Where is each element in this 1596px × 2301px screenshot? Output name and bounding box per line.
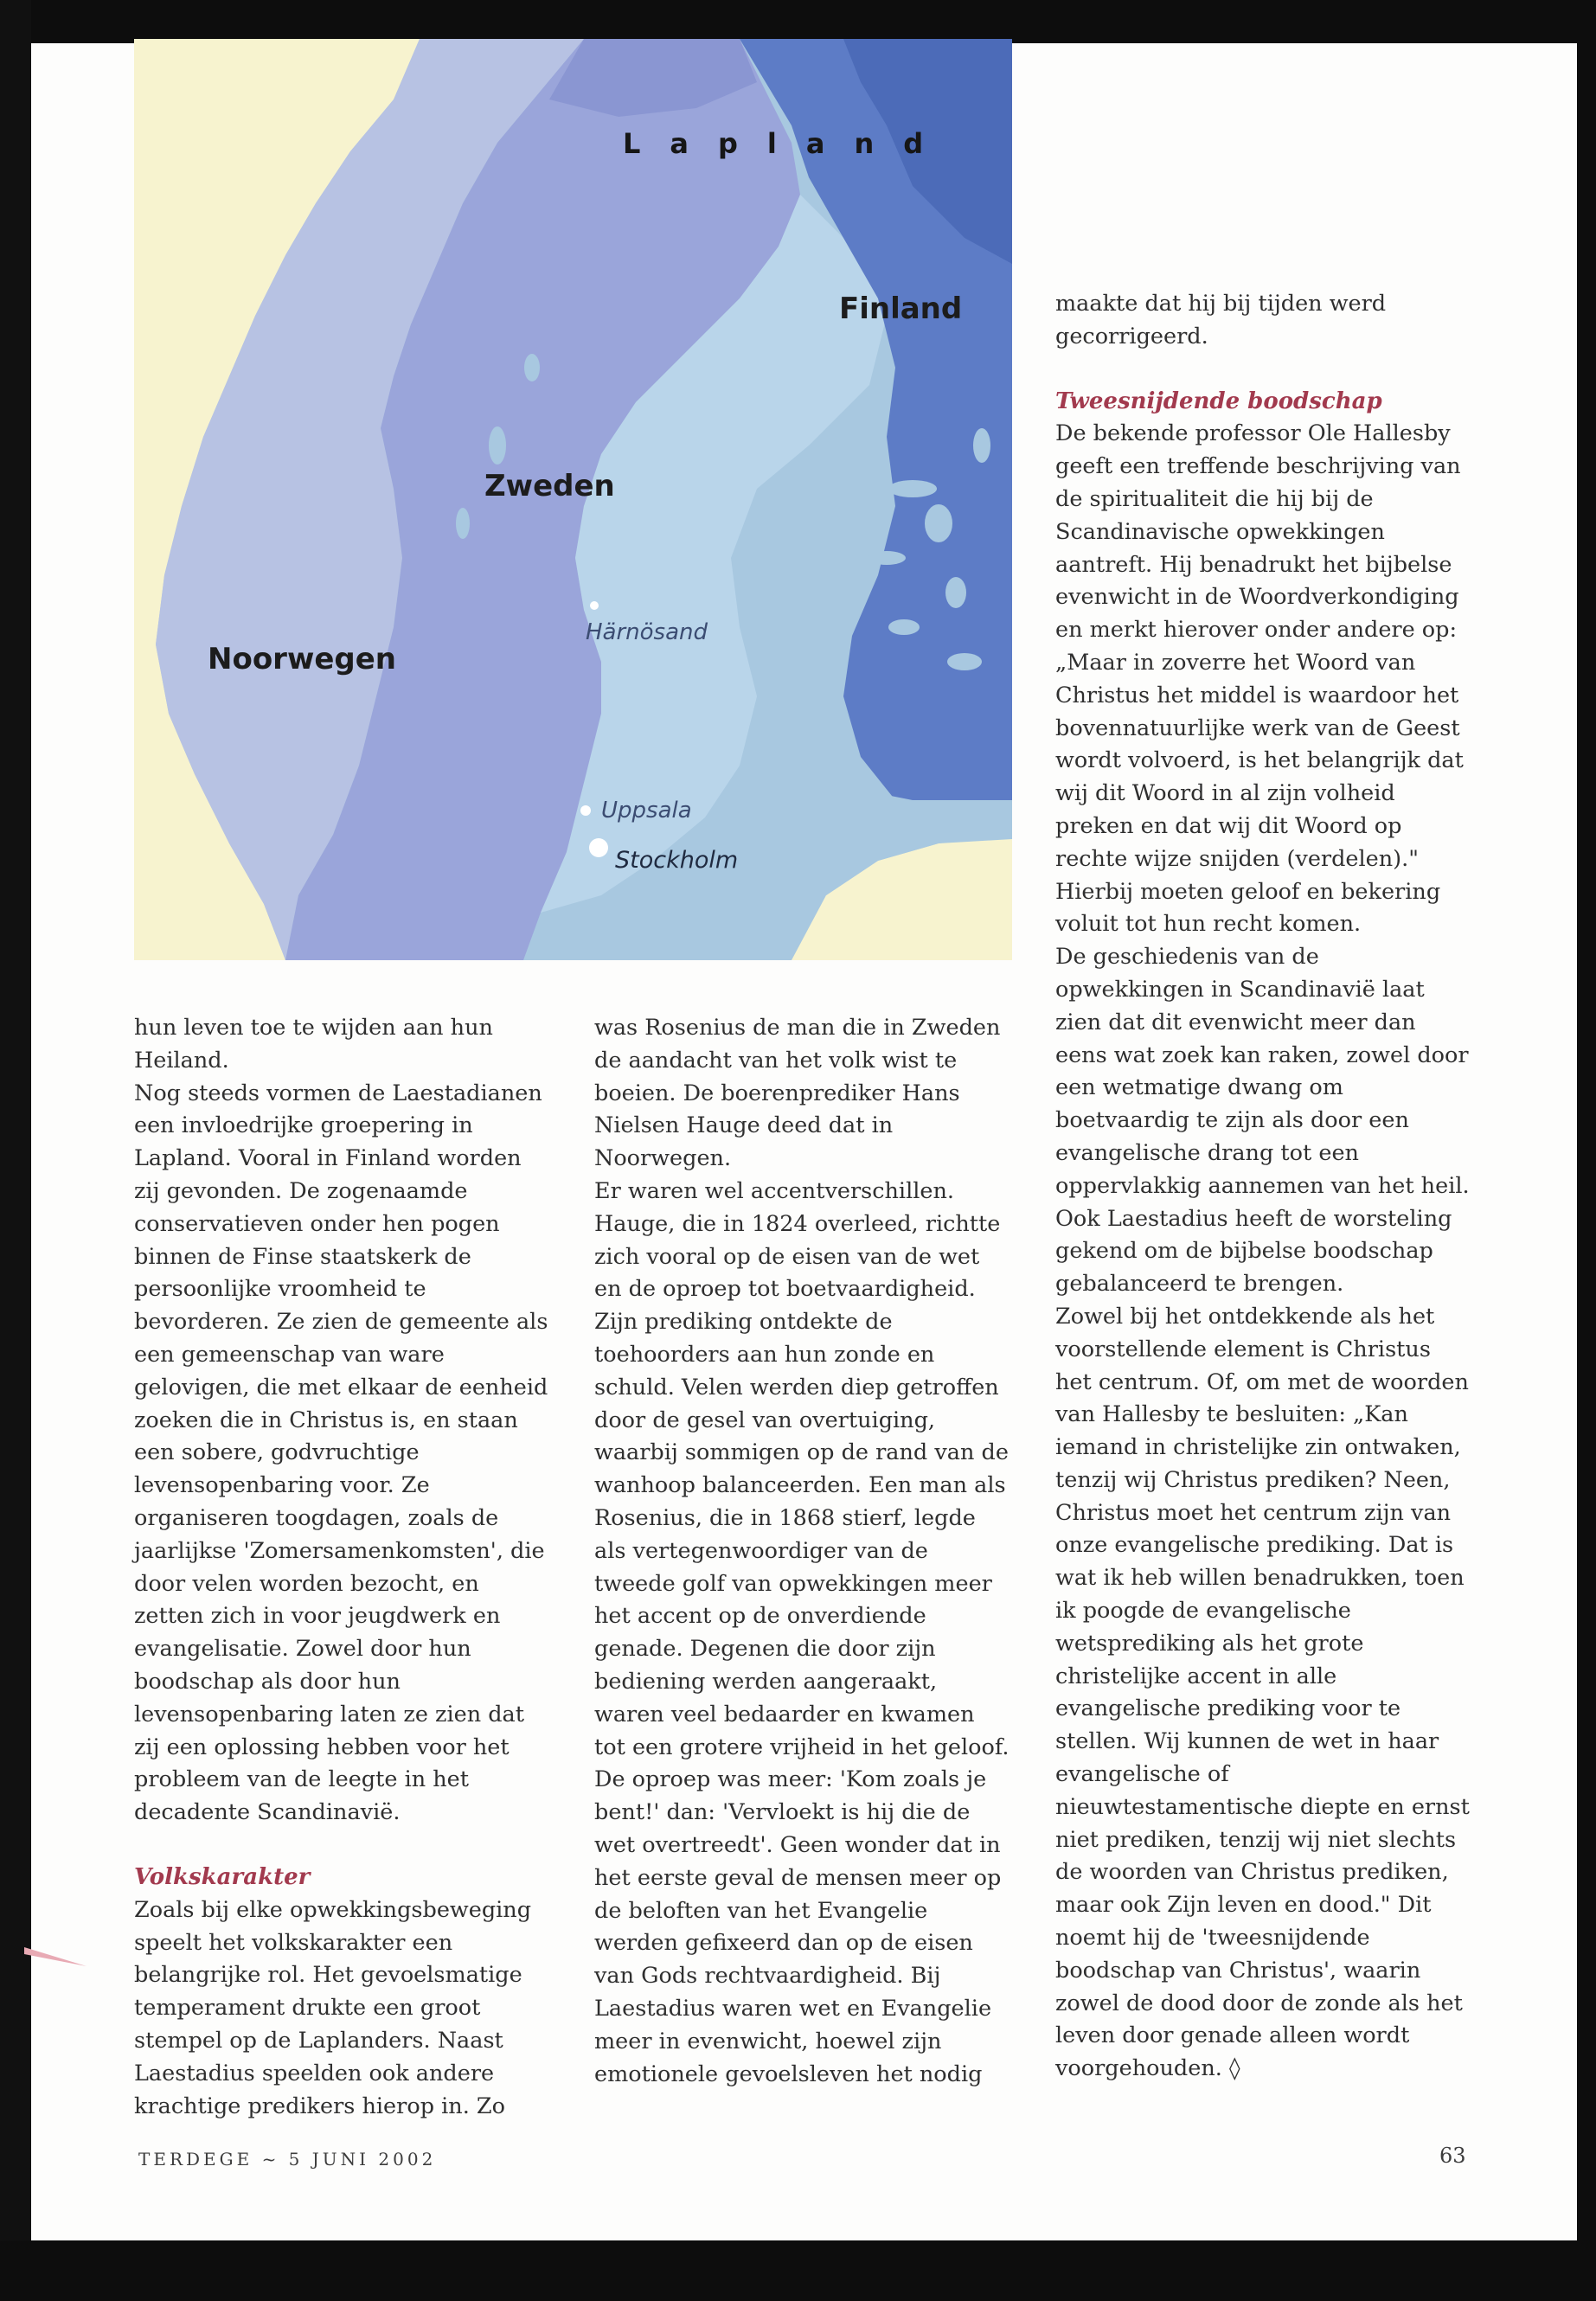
text-column-2	[594, 1012, 1010, 2091]
paragraph: Nog steeds vormen de Laestadianen een invloedrijke groepering in Lapland. Vooral in Finland worden zij gevonden. De zogenaamde conservatieven onder hen pogen binnen de Finse staatskerk de persoonlijke vroomheid te bevorderen. Ze zien de gemeente als een gemeenschap van ware gelovigen, die met elkaar de eenheid zoeken die in Christus is, en staan een sobere, godvruchtige levensopenbaring voor. Ze organiseren toogdagen, zoals de jaarlijkse 'Zomersamenkomsten', die door velen worden bezocht, en zetten zich in voor jeugdwerk en evangelisatie. Zowel door hun boodschap als door hun levensopenbaring laten ze zien dat zij een oplossing hebben voor het probleem van de leegte in het decadente Scandinavië.	[134, 1080, 548, 1826]
paragraph: De geschiedenis van de opwekkingen in Scandinavië laat zien dat dit evenwicht meer dan eens wat zoek kan raken, zowel door een wetmatige dwang om boetvaardig te zijn als door een evangelische drang tot een oppervlakkig aannemen van het heil. Ook Laestadius heeft de worsteling gekend om de bijbelse boodschap gebalanceerd te brengen.	[1055, 944, 1470, 1298]
scandinavia-map	[134, 39, 1012, 960]
paragraph: was Rosenius de man die in Zweden de aandacht van het volk wist te boeien. De boerenprediker Hans Nielsen Hauge deed dat in Noorwegen.	[594, 1015, 1001, 1172]
map-label-uppsala: Uppsala	[601, 798, 692, 824]
map-label-sweden: Zweden	[484, 469, 615, 503]
map-label-finland: Finland	[839, 292, 963, 326]
map-label-harnosand: Härnösand	[586, 619, 708, 645]
page-number: 63	[1439, 2144, 1466, 2168]
scan-border-top	[0, 0, 1596, 43]
map-label-stockholm: Stockholm	[615, 847, 739, 874]
scan-border-right	[1577, 0, 1596, 2301]
footer-publication: TERDEGE ~ 5 JUNI 2002	[138, 2149, 437, 2170]
page-edge-marker	[24, 1942, 87, 1977]
map-dot-harnosand	[590, 601, 599, 610]
scan-border-bottom	[0, 2240, 1596, 2301]
text-column-1	[134, 1012, 549, 2123]
map-dot-stockholm	[589, 838, 608, 857]
paragraph: Zoals bij elke opwekkingsbeweging speelt het volkskarakter een belangrijke rol. Het gevoelsmatige temperament drukte een groot stempel op de Laplanders. Naast Laestadius speelden ook andere krachtige predikers hierop in. Zo	[134, 1896, 532, 2119]
section-heading-volkskarakter: Volkskarakter	[134, 1863, 311, 1890]
paragraph: maakte dat hij bij tijden werd gecorrigeerd.	[1055, 291, 1387, 349]
map-dot-uppsala	[580, 805, 591, 816]
section-heading-tweesnijdende-boodschap: Tweesnijdende boodschap	[1055, 388, 1382, 414]
map-label-lapland: Lapland	[623, 127, 953, 160]
paragraph: Zowel bij het ontdekkende als het voorstellende element is Christus het centrum. Of, om met de woorden van Hallesby te besluiten: „Kan iemand in christelijke zin ontwaken, tenzij wij Christus prediken? Neen, Christus moet het centrum zijn van onze evangelische prediking. Dat is wat ik heb willen benadrukken, toen ik poogde de evangelische wetsprediking als het grote christelijke accent in alle evangelische prediking voor te stellen. Wij kunnen de wet in haar evangelische of nieuwtestamentische diepte en ernst niet prediken, tenzij wij niet slechts de woorden van Christus prediken, maar ook Zijn leven en dood." Dit noemt hij de 'tweesnijdende boodschap van Christus', waarin zowel de dood door de zonde als het leven door genade alleen wordt voorgehouden. ◊	[1055, 1303, 1470, 2082]
scan-border-left	[0, 0, 31, 2249]
paragraph: Er waren wel accentverschillen. Hauge, die in 1824 overleed, richtte zich vooral op de eisen van de wet en de oproep tot boetvaardigheid. Zijn prediking ontdekte de toehoorders aan hun zonde en schuld. Velen werden diep getroffen door de gesel van overtuiging, waarbij sommigen op de rand van de wanhoop balanceerden. Een man als Rosenius, die in 1868 stierf, legde als vertegenwoordiger van de tweede golf van opwekkingen meer het accent op de onverdiende genade. Degenen die door zijn bediening werden aangeraakt, waren veel bedaarder en kwamen tot een grotere vrijheid in het geloof. De oproep was meer: 'Kom zoals je bent!' dan: 'Vervloekt is hij die de wet overtreedt'. Geen wonder dat in het eerste geval de mensen meer op de beloften van het Evangelie werden gefixeerd dan op de eisen van Gods rechtvaardigheid. Bij Laestadius waren wet en Evangelie meer in evenwicht, hoewel zijn emotionele gevoelsleven het nodig	[594, 1177, 1010, 2087]
map-label-norway: Noorwegen	[208, 642, 397, 676]
text-column-3	[1055, 288, 1472, 2086]
paragraph: hun leven toe te wijden aan hun Heiland.	[134, 1015, 493, 1074]
paragraph: De bekende professor Ole Hallesby geeft een treffende beschrijving van de spiritualiteit die hij bij de Scandinavische opwekkingen aantreft. Hij benadrukt het bijbelse evenwicht in de Woordverkondiging en merkt hierover onder andere op: „Maar in zoverre het Woord van Christus het middel is waardoor het bovennatuurlijke werk van de Geest wordt volvoerd, is het belangrijk dat wij dit Woord in al zijn volheid preken en dat wij dit Woord op rechte wijze snijden (verdelen)." Hierbij moeten geloof en bekering voluit tot hun recht komen.	[1055, 420, 1464, 938]
